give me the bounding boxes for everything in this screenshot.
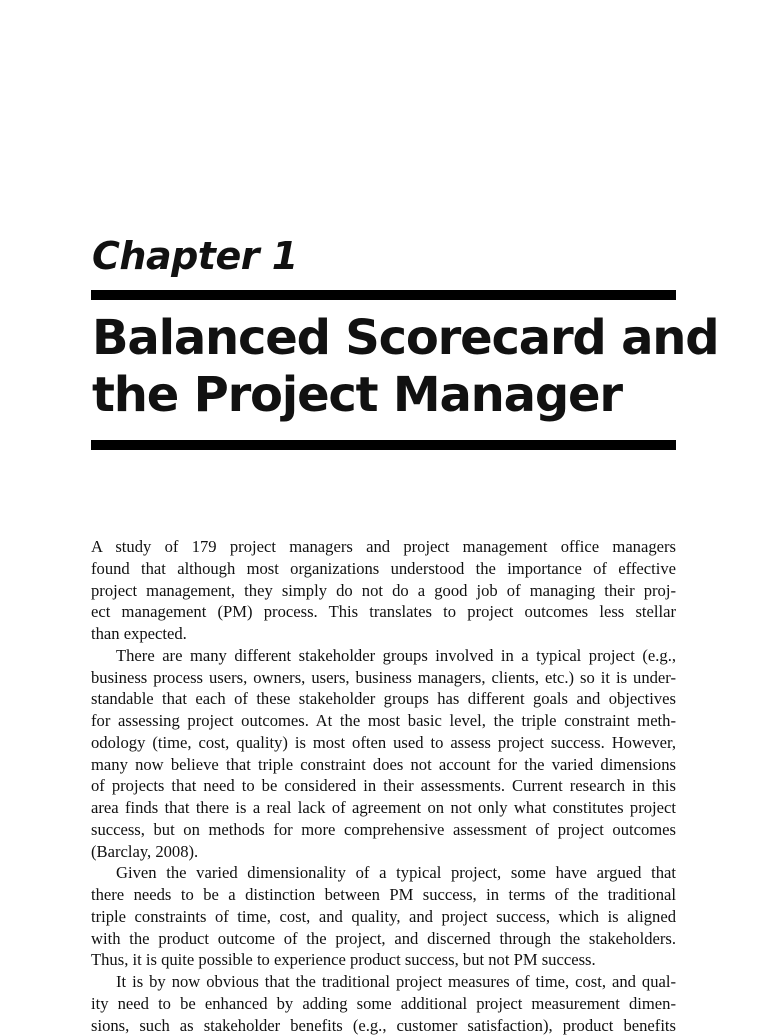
paragraph: [91, 645, 676, 863]
text-line: many now believe that triple constraint does not account for the varied dimensions: [91, 754, 676, 776]
chapter-title-line: the Project Manager: [92, 367, 692, 424]
text-line: of projects that need to be considered in their assessments. Current research in this: [91, 775, 676, 797]
body-text: [91, 536, 676, 1036]
text-line: project management, they simply do not do a good job of managing their proj-: [91, 580, 676, 602]
text-line: area finds that there is a real lack of agreement on not only what constitutes project: [91, 797, 676, 819]
chapter-title: [92, 310, 692, 424]
text-line: (Barclay, 2008).: [91, 841, 676, 863]
text-line: ity need to be enhanced by adding some additional project measurement dimen-: [91, 993, 676, 1015]
text-line: found that although most organizations understood the importance of effective: [91, 558, 676, 580]
text-line: business process users, owners, users, business managers, clients, etc.) so it is under-: [91, 667, 676, 689]
paragraph: [91, 862, 676, 971]
text-line: there needs to be a distinction between PM success, in terms of the traditional: [91, 884, 676, 906]
text-line: with the product outcome of the project, and discerned through the stakeholders.: [91, 928, 676, 950]
bottom-rule: [91, 440, 676, 450]
text-line: Given the varied dimensionality of a typical project, some have argued that: [91, 862, 676, 884]
text-line: triple constraints of time, cost, and quality, and project success, which is aligned: [91, 906, 676, 928]
text-line: standable that each of these stakeholder groups has different goals and objectives: [91, 688, 676, 710]
text-line: for assessing project outcomes. At the most basic level, the triple constraint meth-: [91, 710, 676, 732]
text-line: than expected.: [91, 623, 676, 645]
paragraph: [91, 536, 676, 645]
text-line: ect management (PM) process. This translates to project outcomes less stellar: [91, 601, 676, 623]
chapter-title-line: Balanced Scorecard and: [92, 310, 692, 367]
chapter-label: Chapter 1: [92, 232, 298, 280]
paragraph: [91, 971, 676, 1036]
text-line: A study of 179 project managers and project management office managers: [91, 536, 676, 558]
top-rule: [91, 290, 676, 300]
text-line: It is by now obvious that the traditional project measures of time, cost, and qual-: [91, 971, 676, 993]
text-line: Thus, it is quite possible to experience product success, but not PM success.: [91, 949, 676, 971]
text-line: odology (time, cost, quality) is most often used to assess project success. However,: [91, 732, 676, 754]
text-line: sions, such as stakeholder benefits (e.g., customer satisfaction), product benefits: [91, 1015, 676, 1036]
text-line: There are many different stakeholder groups involved in a typical project (e.g.,: [91, 645, 676, 667]
text-line: success, but on methods for more comprehensive assessment of project outcomes: [91, 819, 676, 841]
